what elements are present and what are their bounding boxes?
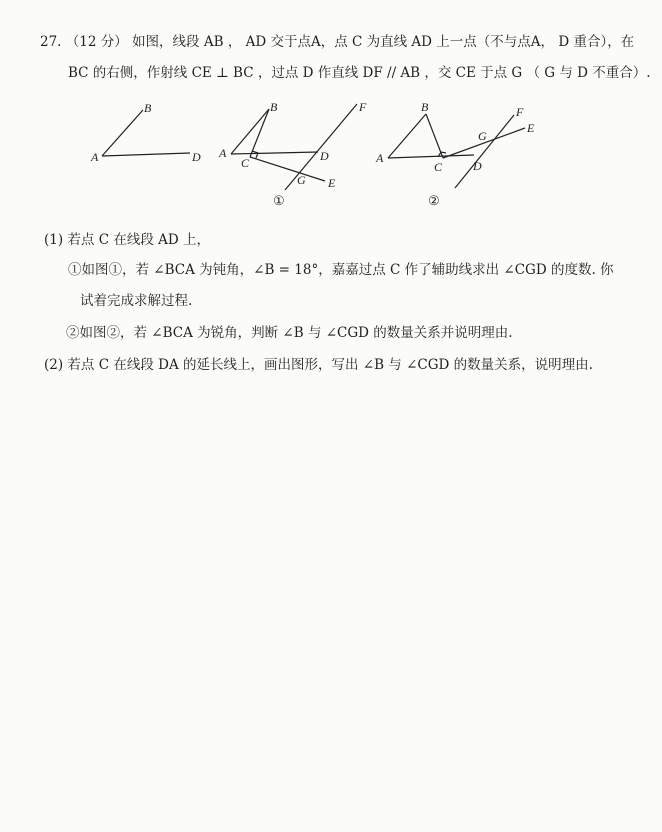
figure-1 [231, 104, 357, 190]
figure-1-caption: ① [273, 193, 285, 208]
problem-points: （12 分） [65, 34, 128, 50]
f0-label-a: A [91, 150, 99, 164]
f2-label-g: G [478, 129, 487, 143]
figure-2 [388, 114, 525, 188]
f1-label-f: F [359, 100, 367, 114]
question-1a-line-1: ①如图①，若 ∠BCA 为钝角，∠B = 18°，嘉嘉过点 C 作了辅助线求出 ∠CGD 的度数. 你 [68, 262, 614, 278]
problem-line-2: BC 的右侧，作射线 CE ⊥ BC ，过点 D 作直线 DF // AB ，交 CE 于点 G （ G 与 D 不重合）. [68, 65, 651, 81]
f1-label-a: A [219, 146, 227, 160]
f0-label-d: D [192, 150, 201, 164]
f2-label-c: C [434, 160, 443, 174]
f1-label-c: C [241, 156, 250, 170]
f1-label-g: G [297, 173, 306, 187]
f2-label-d: D [473, 159, 482, 173]
f1-label-e: E [328, 176, 336, 190]
f2-label-e: E [527, 121, 535, 135]
question-2: (2) 若点 C 在线段 DA 的延长线上，画出图形，写出 ∠B 与 ∠CGD 的数量关系，说明理由. [44, 357, 593, 373]
f1-label-d: D [320, 149, 329, 163]
problem-number: 27. [40, 34, 62, 50]
question-1-intro: (1) 若点 C 在线段 AD 上， [44, 232, 210, 248]
problem-line-1: 如图，线段 AB ， AD 交于点A，点 C 为直线 AD 上一点（不与点A， D 重合），在 [132, 34, 635, 50]
f2-label-a: A [376, 151, 384, 165]
f1-label-b: B [270, 100, 278, 114]
question-1a-line-2: 试着完成求解过程. [80, 293, 193, 309]
question-1b: ②如图②，若 ∠BCA 为锐角，判断 ∠B 与 ∠CGD 的数量关系并说明理由. [66, 325, 513, 341]
f2-label-b: B [421, 100, 429, 114]
figure-2-caption: ② [428, 193, 440, 208]
figure-angle-a [102, 110, 190, 156]
f0-label-b: B [144, 101, 152, 115]
f2-label-f: F [516, 105, 524, 119]
geometry-figures [0, 0, 662, 240]
